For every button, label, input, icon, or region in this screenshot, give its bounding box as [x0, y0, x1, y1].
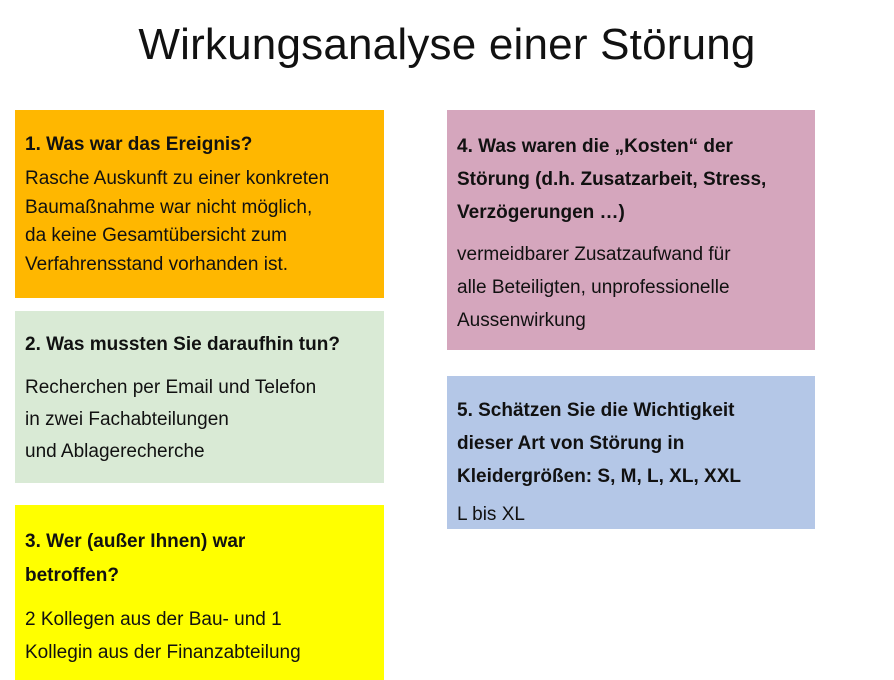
answer-text: vermeidbarer Zusatzaufwand für alle Beteiligten, unprofessionelle Aussenwirkung: [457, 244, 731, 331]
answer-text: L bis XL: [457, 504, 525, 525]
question-box-affected: [15, 505, 384, 680]
answer-text: Recherchen per Email und Telefon in zwei Fachabteilungen und Ablagerecherche: [25, 377, 317, 462]
question-heading: 5. Schätzen Sie die Wichtigkeit dieser Art von Störung in Kleidergrößen: S, M, L, XL, XXL: [457, 400, 741, 487]
slide-title: Wirkungsanalyse einer Störung: [138, 20, 756, 69]
question-heading: 1. Was war das Ereignis?: [25, 134, 253, 155]
question-box-event: [15, 110, 384, 298]
question-box-actions: [15, 311, 384, 483]
question-heading: 2. Was mussten Sie daraufhin tun?: [25, 334, 340, 355]
question-heading: 4. Was waren die „Kosten“ der Störung (d.h. Zusatzarbeit, Stress, Verzögerungen …): [457, 136, 767, 223]
answer-text: Rasche Auskunft zu einer konkreten Baumaßnahme war nicht möglich, da keine Gesamtübersicht zum Verfahrensstand vorhanden ist.: [25, 168, 330, 275]
question-box-costs: [447, 110, 815, 350]
question-heading: 3. Wer (außer Ihnen) war betroffen?: [25, 531, 246, 586]
answer-text: 2 Kollegen aus der Bau- und 1 Kollegin aus der Finanzabteilung: [25, 609, 301, 663]
question-box-importance: [447, 376, 815, 529]
